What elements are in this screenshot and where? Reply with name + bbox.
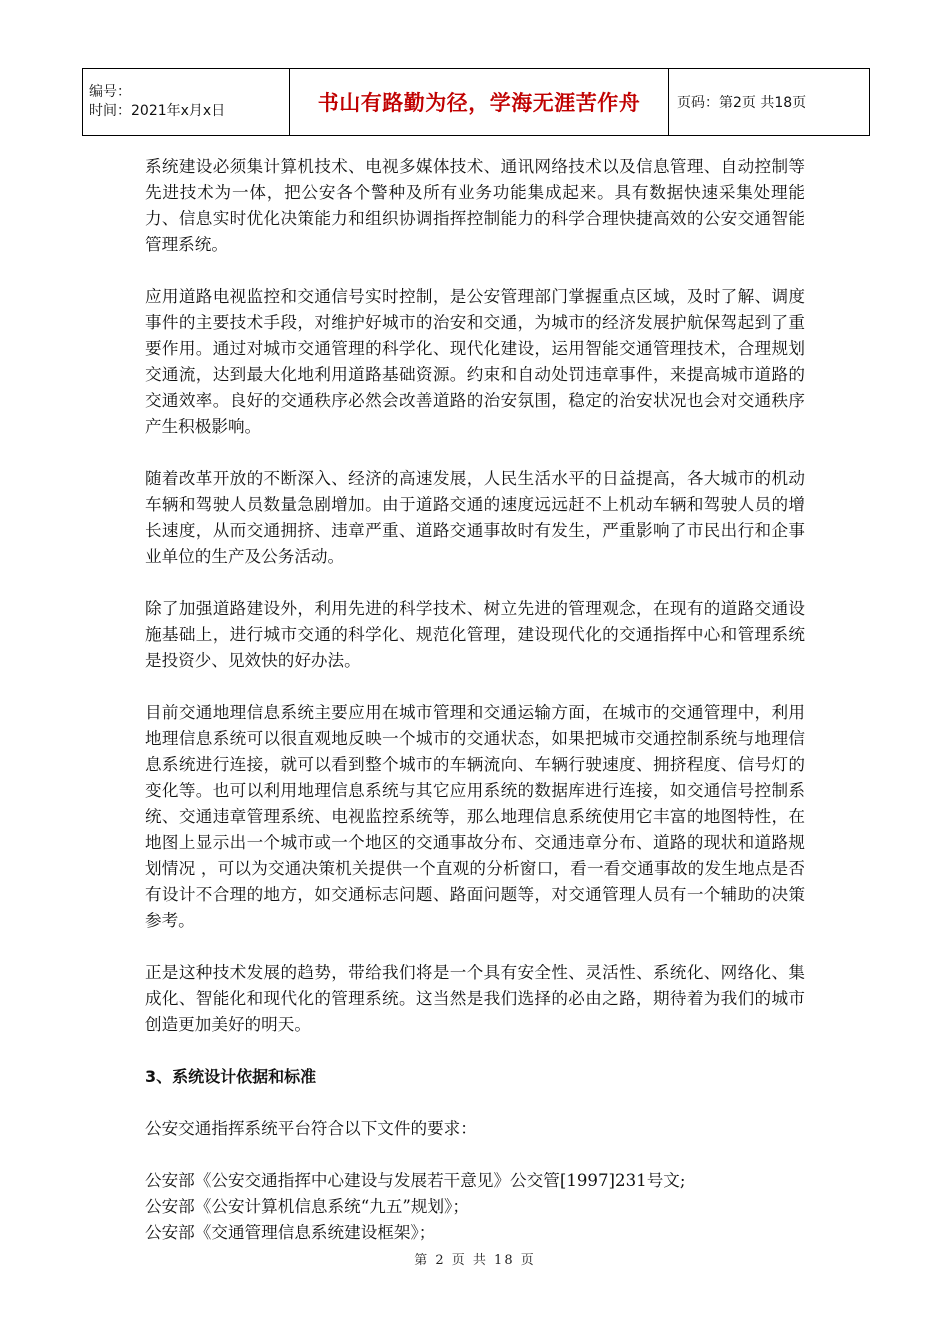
- page-info: 页码：第2页 共18页: [669, 69, 870, 136]
- header-meta: [83, 69, 290, 136]
- reference-list: [145, 1168, 805, 1246]
- document-body: [145, 154, 805, 1246]
- page-footer: 第 2 页 共 18 页: [414, 1253, 536, 1268]
- header-motto-cell: [290, 69, 669, 136]
- date-label: 时间：2021年x月x日: [89, 103, 226, 119]
- reference-item: 公安部《公安计算机信息系统“九五”规划》；: [145, 1197, 469, 1216]
- reference-item: 公安部《公安交通指挥中心建设与发展若干意见》公交管[1997]231号文;: [145, 1171, 686, 1190]
- section-heading: 3、系统设计依据和标准: [145, 1067, 317, 1086]
- paragraph: 正是这种技术发展的趋势，带给我们将是一个具有安全性、灵活性、系统化、网络化、集成化、智能化和现代化的管理系统。这当然是我们选择的必由之路，期待着为我们的城市创造更加美好的明天。: [145, 963, 805, 1034]
- reference-item: 公安部《交通管理信息系统建设框架》；: [145, 1223, 436, 1242]
- paragraph: 应用道路电视监控和交通信号实时控制，是公安管理部门掌握重点区域，及时了解、调度事件的主要技术手段，对维护好城市的治安和交通，为城市的经济发展护航保驾起到了重要作用。通过对城市交通管理的科学化、现代化建设，运用智能交通管理技术，合理规划交通流，达到最大化地利用道路基础资源。约束和自动处罚违章事件，来提高城市道路的交通效率。良好的交通秩序必然会改善道路的治安氛围，稳定的治安状况也会对交通秩序产生积极影响。: [145, 287, 805, 436]
- code-label: 编号：: [89, 84, 131, 100]
- motto: 书山有路勤为径，学海无涯苦作舟: [317, 91, 641, 115]
- paragraph: 随着改革开放的不断深入、经济的高速发展，人民生活水平的日益提高，各大城市的机动车辆和驾驶人员数量急剧增加。由于道路交通的速度远远赶不上机动车辆和驾驶人员的增长速度，从而交通拥挤、违章严重、道路交通事故时有发生，严重影响了市民出行和企事业单位的生产及公务活动。: [145, 469, 805, 566]
- paragraph: 除了加强道路建设外，利用先进的科学技术、树立先进的管理观念，在现有的道路交通设施基础上，进行城市交通的科学化、规范化管理，建设现代化的交通指挥中心和管理系统是投资少、见效快的好办法。: [145, 599, 805, 670]
- page-header: [82, 68, 870, 136]
- paragraph: 目前交通地理信息系统主要应用在城市管理和交通运输方面，在城市的交通管理中，利用地理信息系统可以很直观地反映一个城市的交通状态，如果把城市交通控制系统与地理信息系统进行连接，就可以看到整个城市的车辆流向、车辆行驶速度、拥挤程度、信号灯的变化等。也可以利用地理信息系统与其它应用系统的数据库进行连接，如交通信号控制系统、交通违章管理系统、电视监控系统等，那么地理信息系统使用它丰富的地图特性，在地图上显示出一个城市或一个地区的交通事故分布、交通违章分布、道路的现状和道路规划情况 ，可以为交通决策机关提供一个直观的分析窗口，看一看交通事故的发生地点是否有设计不合理的地方，如交通标志问题、路面问题等，对交通管理人员有一个辅助的决策参考。: [145, 703, 805, 930]
- section-intro: 公安交通指挥系统平台符合以下文件的要求：: [145, 1119, 477, 1138]
- paragraph: 系统建设必须集计算机技术、电视多媒体技术、通讯网络技术以及信息管理、自动控制等先进技术为一体，把公安各个警种及所有业务功能集成起来。具有数据快速采集处理能力、信息实时优化决策能力和组织协调指挥控制能力的科学合理快捷高效的公安交通智能管理系统。: [145, 157, 805, 254]
